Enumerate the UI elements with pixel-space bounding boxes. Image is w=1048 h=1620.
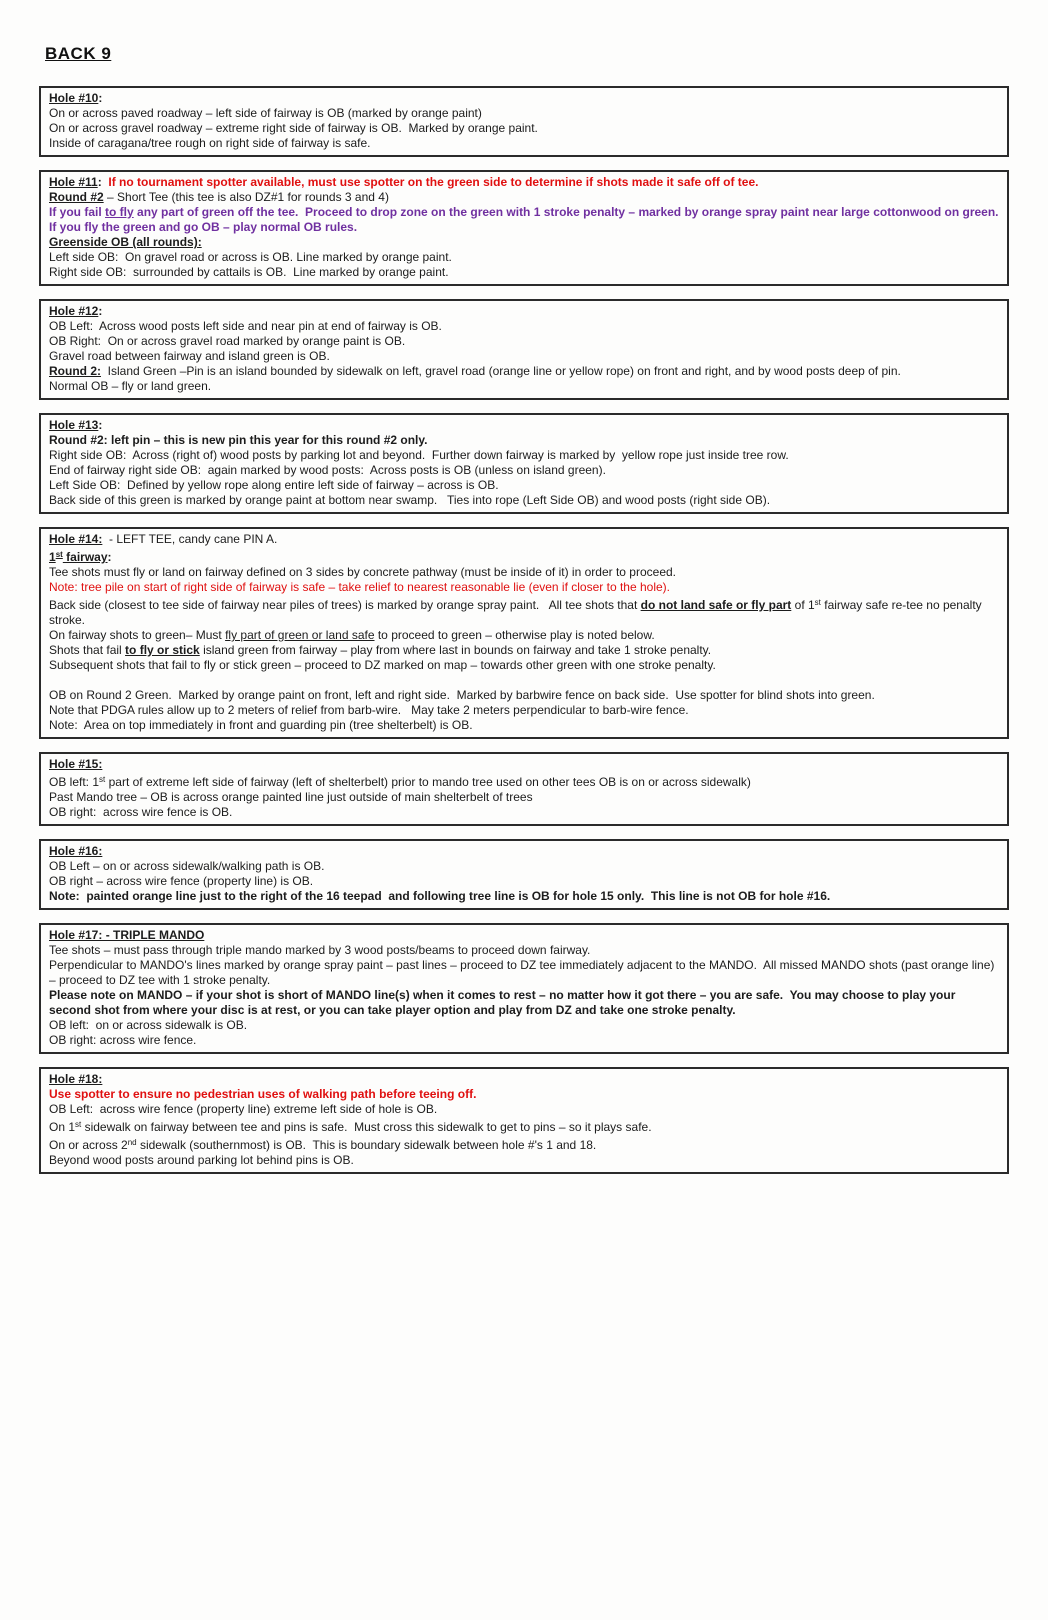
text-segment: Hole #16: xyxy=(49,844,103,858)
text-segment: Note: Area on top immediately in front and guarding pin (tree shelterbelt) is OB. xyxy=(49,718,473,732)
hole-16-line-4 xyxy=(49,889,999,904)
text-segment: Note that PDGA rules allow up to 2 meters of relief from barb-wire. May take 2 meters perpendicular to barb-wire fence. xyxy=(49,703,689,717)
text-segment: st xyxy=(814,598,821,607)
text-segment: : xyxy=(98,91,103,105)
text-segment: Past Mando tree – OB is across orange painted line just outside of main shelterbelt of trees xyxy=(49,790,533,804)
text-segment: st xyxy=(99,775,106,784)
text-segment: OB right: across wire fence. xyxy=(49,1033,197,1047)
text-segment: Hole #10 xyxy=(49,91,99,105)
text-segment: OB right – across wire fence (property line) is OB. xyxy=(49,874,314,888)
text-segment: Hole #11 xyxy=(49,175,98,189)
text-segment: Normal OB – fly or land green. xyxy=(49,379,212,393)
hole-11-line-2 xyxy=(49,190,999,205)
text-segment: Round 2: xyxy=(49,364,101,378)
text-segment: st xyxy=(75,1120,82,1129)
text-segment: Inside of caragana/tree rough on right side of fairway is safe. xyxy=(49,136,371,150)
hole-10-line-2 xyxy=(49,106,999,121)
text-segment: fairway safe re-tee no penalty stroke. xyxy=(49,598,986,627)
hole-17-line-5 xyxy=(49,1018,999,1033)
hole-10-line-4 xyxy=(49,136,999,151)
hole-10-rules-box xyxy=(39,86,1009,157)
hole-18-line-2 xyxy=(49,1087,999,1102)
text-segment: Right side OB: surrounded by cattails is OB. Line marked by orange paint. xyxy=(49,265,449,279)
hole-15-line-3 xyxy=(49,790,999,805)
text-segment: OB Left – on or across sidewalk/walking path is OB. xyxy=(49,859,325,873)
hole-14-line-10 xyxy=(49,688,999,703)
hole-18-line-3 xyxy=(49,1102,999,1117)
text-segment: Left side OB: On gravel road or across is OB. Line marked by orange paint. xyxy=(49,250,452,264)
hole-16-line-2 xyxy=(49,859,999,874)
text-segment: Hole #17: - TRIPLE MANDO xyxy=(49,928,205,942)
hole-11-line-5 xyxy=(49,250,999,265)
hole-14-rules-box xyxy=(39,527,1009,739)
text-segment: OB Left: Across wood posts left side and near pin at end of fairway is OB. xyxy=(49,319,442,333)
hole-12-line-4 xyxy=(49,349,999,364)
hole-16-line-1 xyxy=(49,844,999,859)
hole-18-line-6 xyxy=(49,1153,999,1168)
hole-14-line-9 xyxy=(49,673,999,688)
text-segment: Hole #18: xyxy=(49,1072,103,1086)
text-segment: If no tournament spotter available, must use spotter on the green side to determine if shots made it safe off of tee. xyxy=(108,175,759,189)
text-segment: to fly or stick xyxy=(125,643,200,657)
text-segment: do not land safe or fly part xyxy=(640,598,792,612)
text-segment: OB left: on or across sidewalk is OB. xyxy=(49,1018,248,1032)
text-segment: : xyxy=(97,175,109,189)
hole-15-line-1 xyxy=(49,757,999,772)
text-segment: Hole #12 xyxy=(49,304,99,318)
text-segment: Round #2: left pin – this is new pin this year for this round #2 only. xyxy=(49,433,428,447)
text-segment: of 1 xyxy=(791,598,815,612)
hole-18-rules-box xyxy=(39,1067,1009,1174)
hole-15-line-4 xyxy=(49,805,999,820)
hole-15-rules-box xyxy=(39,752,1009,826)
text-segment: Perpendicular to MANDO's lines marked by orange spray paint – past lines – proceed to DZ tee immediately adjacent to the MANDO. All missed MANDO shots (past orange line) – proceed to DZ tee with 1 stroke penalty. xyxy=(49,958,998,987)
text-segment: fly part of green or land safe xyxy=(225,628,375,642)
text-segment: Note: tree pile on start of right side of fairway is safe – take relief to nearest reasonable lie (even if closer to the hole). xyxy=(49,580,670,594)
text-segment: Greenside OB (all rounds): xyxy=(49,235,202,249)
hole-14-line-6 xyxy=(49,628,999,643)
text-segment: On fairway shots to green– Must xyxy=(49,628,226,642)
text-segment: : xyxy=(98,304,103,318)
hole-17-line-4 xyxy=(49,988,999,1018)
text-segment: If you fail xyxy=(49,205,106,219)
hole-12-line-1 xyxy=(49,304,999,319)
hole-11-line-1 xyxy=(49,175,999,190)
hole-12-line-5 xyxy=(49,364,999,379)
hole-11-rules-box xyxy=(39,170,1009,286)
text-segment: Use spotter to ensure no pedestrian uses of walking path before teeing off. xyxy=(49,1087,477,1101)
hole-13-line-1 xyxy=(49,418,999,433)
text-segment: Shots that fail xyxy=(49,643,126,657)
hole-17-line-1 xyxy=(49,928,999,943)
text-segment: island green from fairway – play from where last in bounds on fairway and take 1 stroke penalty. xyxy=(199,643,712,657)
page-title: BACK 9 xyxy=(45,44,112,63)
hole-14-line-7 xyxy=(49,643,999,658)
text-segment: Right side OB: Across (right of) wood posts by parking lot and beyond. Further down fairway is marked by yellow rope just inside tree row. xyxy=(49,448,789,462)
hole-11-line-3 xyxy=(49,205,1002,235)
hole-12-rules-box xyxy=(39,299,1009,400)
text-segment: 1 xyxy=(49,550,56,564)
text-segment: to fly xyxy=(105,205,134,219)
text-segment: Left Side OB: Defined by yellow rope along entire left side of fairway – across is OB. xyxy=(49,478,499,492)
hole-13-line-3 xyxy=(49,448,999,463)
hole-13-line-4 xyxy=(49,463,999,478)
text-segment: On 1 xyxy=(49,1120,76,1134)
text-segment: – Short Tee (this tee is also DZ#1 for rounds 3 and 4) xyxy=(103,190,389,204)
text-segment: Hole #14: xyxy=(49,532,103,546)
text-segment: sidewalk (southernmost) is OB. This is boundary sidewalk between hole #'s 1 and 18. xyxy=(136,1138,597,1152)
hole-14-line-11 xyxy=(49,703,999,718)
hole-17-rules-box xyxy=(39,923,1009,1054)
hole-12-line-3 xyxy=(49,334,999,349)
text-segment: Hole #13 xyxy=(49,418,99,432)
text-segment: OB on Round 2 Green. Marked by orange paint on front, left and right side. Marked by barbwire fence on back side. Use spotter for blind shots into green. xyxy=(49,688,875,702)
hole-17-line-6 xyxy=(49,1033,999,1048)
text-segment: OB Right: On or across gravel road marked by orange paint is OB. xyxy=(49,334,406,348)
text-segment: Tee shots – must pass through triple mando marked by 3 wood posts/beams to proceed down fairway. xyxy=(49,943,591,957)
hole-16-line-3 xyxy=(49,874,999,889)
text-segment: Hole #15: xyxy=(49,757,103,771)
text-segment: sidewalk on fairway between tee and pins is safe. Must cross this sidewalk to get to pins – so it plays safe. xyxy=(81,1120,652,1134)
text-segment: Note: painted orange line just to the right of the 16 teepad and following tree line is OB for hole 15 only. This line is not OB for hole #16. xyxy=(49,889,831,903)
hole-11-line-4 xyxy=(49,235,999,250)
hole-17-line-3 xyxy=(49,958,999,988)
text-segment: fairway xyxy=(62,550,108,564)
hole-10-line-3 xyxy=(49,121,999,136)
text-segment: part of extreme left side of fairway (left of shelterbelt) prior to mando tree used on other tees OB is on or across sidewalk) xyxy=(105,775,751,789)
hole-13-line-6 xyxy=(49,493,999,508)
text-segment: any part of green off the tee. Proceed to drop zone on the green with 1 stroke penalty – marked by orange spray paint near large cottonwood on green. If you fly the green and go OB – play normal OB rules. xyxy=(49,205,1002,234)
text-segment: On or across gravel roadway – extreme right side of fairway is OB. Marked by orange paint. xyxy=(49,121,538,135)
hole-11-line-6 xyxy=(49,265,999,280)
text-segment: Please note on MANDO – if your shot is short of MANDO line(s) when it comes to rest – no matter how it got there – you are safe. You may choose to play your second shot from where your disc is at rest, or you can take player option and play from DZ and take one stroke penalty. xyxy=(49,988,959,1017)
hole-17-line-2 xyxy=(49,943,999,958)
hole-10-line-1 xyxy=(49,91,999,106)
text-segment: nd xyxy=(127,1138,137,1147)
hole-rules-sections xyxy=(39,86,1009,1174)
text-segment: : xyxy=(107,550,112,564)
hole-14-line-5 xyxy=(49,595,999,628)
hole-13-line-5 xyxy=(49,478,999,493)
text-segment: Round #2 xyxy=(49,190,104,204)
hole-14-line-8 xyxy=(49,658,999,673)
hole-14-line-2 xyxy=(49,547,999,565)
text-segment: OB Left: across wire fence (property line) extreme left side of hole is OB. xyxy=(49,1102,438,1116)
text-segment: : xyxy=(98,418,103,432)
hole-13-rules-box xyxy=(39,413,1009,514)
text-segment: Beyond wood posts around parking lot behind pins is OB. xyxy=(49,1153,354,1167)
text-segment: On or across paved roadway – left side of fairway is OB (marked by orange paint) xyxy=(49,106,482,120)
hole-14-line-1 xyxy=(49,532,999,547)
text-segment: Back side of this green is marked by orange paint at bottom near swamp. Ties into rope (Left Side OB) and wood posts (right side OB). xyxy=(49,493,771,507)
hole-18-line-4 xyxy=(49,1117,999,1135)
text-segment: to proceed to green – otherwise play is noted below. xyxy=(374,628,655,642)
text-segment: End of fairway right side OB: again marked by wood posts: Across posts is OB (unless on island green). xyxy=(49,463,606,477)
text-segment: On or across 2 xyxy=(49,1138,128,1152)
hole-18-line-5 xyxy=(49,1135,999,1153)
hole-15-line-2 xyxy=(49,772,999,790)
hole-18-line-1 xyxy=(49,1072,999,1087)
text-segment: OB right: across wire fence is OB. xyxy=(49,805,233,819)
text-segment: Gravel road between fairway and island green is OB. xyxy=(49,349,330,363)
text-segment: st xyxy=(55,550,63,559)
text-segment: Back side (closest to tee side of fairway near piles of trees) is marked by orange spray paint. All tee shots that xyxy=(49,598,641,612)
hole-14-line-3 xyxy=(49,565,999,580)
text-segment: OB left: 1 xyxy=(49,775,100,789)
text-segment: - LEFT TEE, candy cane PIN A. xyxy=(102,532,278,546)
hole-13-line-2 xyxy=(49,433,999,448)
hole-12-line-2 xyxy=(49,319,999,334)
hole-12-line-6 xyxy=(49,379,999,394)
text-segment: Island Green –Pin is an island bounded by sidewalk on left, gravel road (orange line or yellow rope) on front and right, and by wood posts deep of pin. xyxy=(101,364,901,378)
hole-16-rules-box xyxy=(39,839,1009,910)
text-segment: Tee shots must fly or land on fairway defined on 3 sides by concrete pathway (must be inside of it) in order to proceed. xyxy=(49,565,676,579)
text-segment: Subsequent shots that fail to fly or stick green – proceed to DZ marked on map – towards other green with one stroke penalty. xyxy=(49,658,716,672)
hole-14-line-12 xyxy=(49,718,999,733)
hole-14-line-4 xyxy=(49,580,999,595)
